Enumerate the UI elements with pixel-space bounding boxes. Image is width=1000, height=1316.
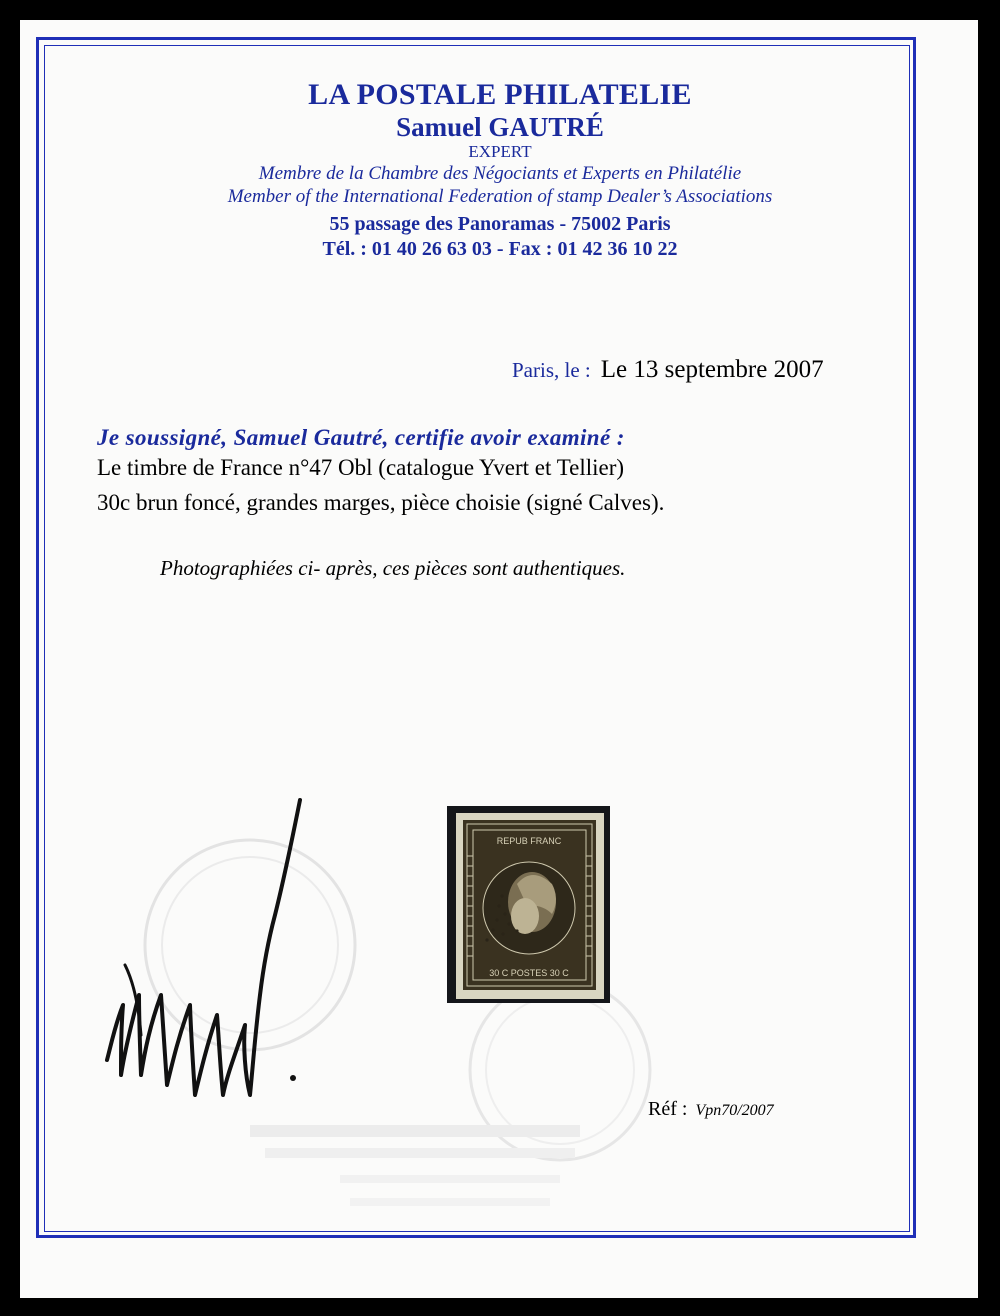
membership-en: Member of the International Federation of stamp Dealer’s Associations bbox=[227, 186, 773, 207]
reference bbox=[648, 1098, 774, 1121]
certificate-date bbox=[512, 356, 824, 384]
phone-fax: Tél. : 01 40 26 63 03 - Fax : 01 42 36 10 22 bbox=[322, 238, 678, 260]
date-value: Le 13 septembre 2007 bbox=[600, 356, 824, 383]
letterhead bbox=[0, 78, 1000, 261]
stamp-mount bbox=[447, 806, 610, 1003]
stamp-top-text: REPUB FRANC bbox=[496, 836, 562, 846]
stamp-bottom-text: 30 C POSTES 30 C bbox=[489, 968, 569, 978]
certification-line-2: 30c brun foncé, grandes marges, pièce choisie (signé Calves). bbox=[97, 490, 665, 515]
reference-value: Vpn70/2007 bbox=[695, 1102, 774, 1119]
address: 55 passage des Panoramas - 75002 Paris bbox=[329, 213, 671, 235]
expert-name: Samuel GAUTRÉ bbox=[396, 112, 604, 142]
expert-role: EXPERT bbox=[468, 142, 532, 161]
stamp-image bbox=[447, 806, 610, 1003]
signature bbox=[95, 795, 315, 1125]
authenticity-statement: Photographiées ci- après, ces pièces sont authentiques. bbox=[160, 556, 626, 580]
membership-fr: Membre de la Chambre des Négociants et Experts en Philatélie bbox=[258, 163, 742, 184]
certification-heading: Je soussigné, Samuel Gautré, certifie avoir examiné : bbox=[97, 425, 625, 450]
company-name: LA POSTALE PHILATELIE bbox=[308, 78, 692, 111]
date-label: Paris, le : bbox=[512, 358, 591, 382]
certification-line-1: Le timbre de France n°47 Obl (catalogue Yvert et Tellier) bbox=[97, 455, 625, 480]
reference-label: Réf : bbox=[648, 1098, 688, 1120]
